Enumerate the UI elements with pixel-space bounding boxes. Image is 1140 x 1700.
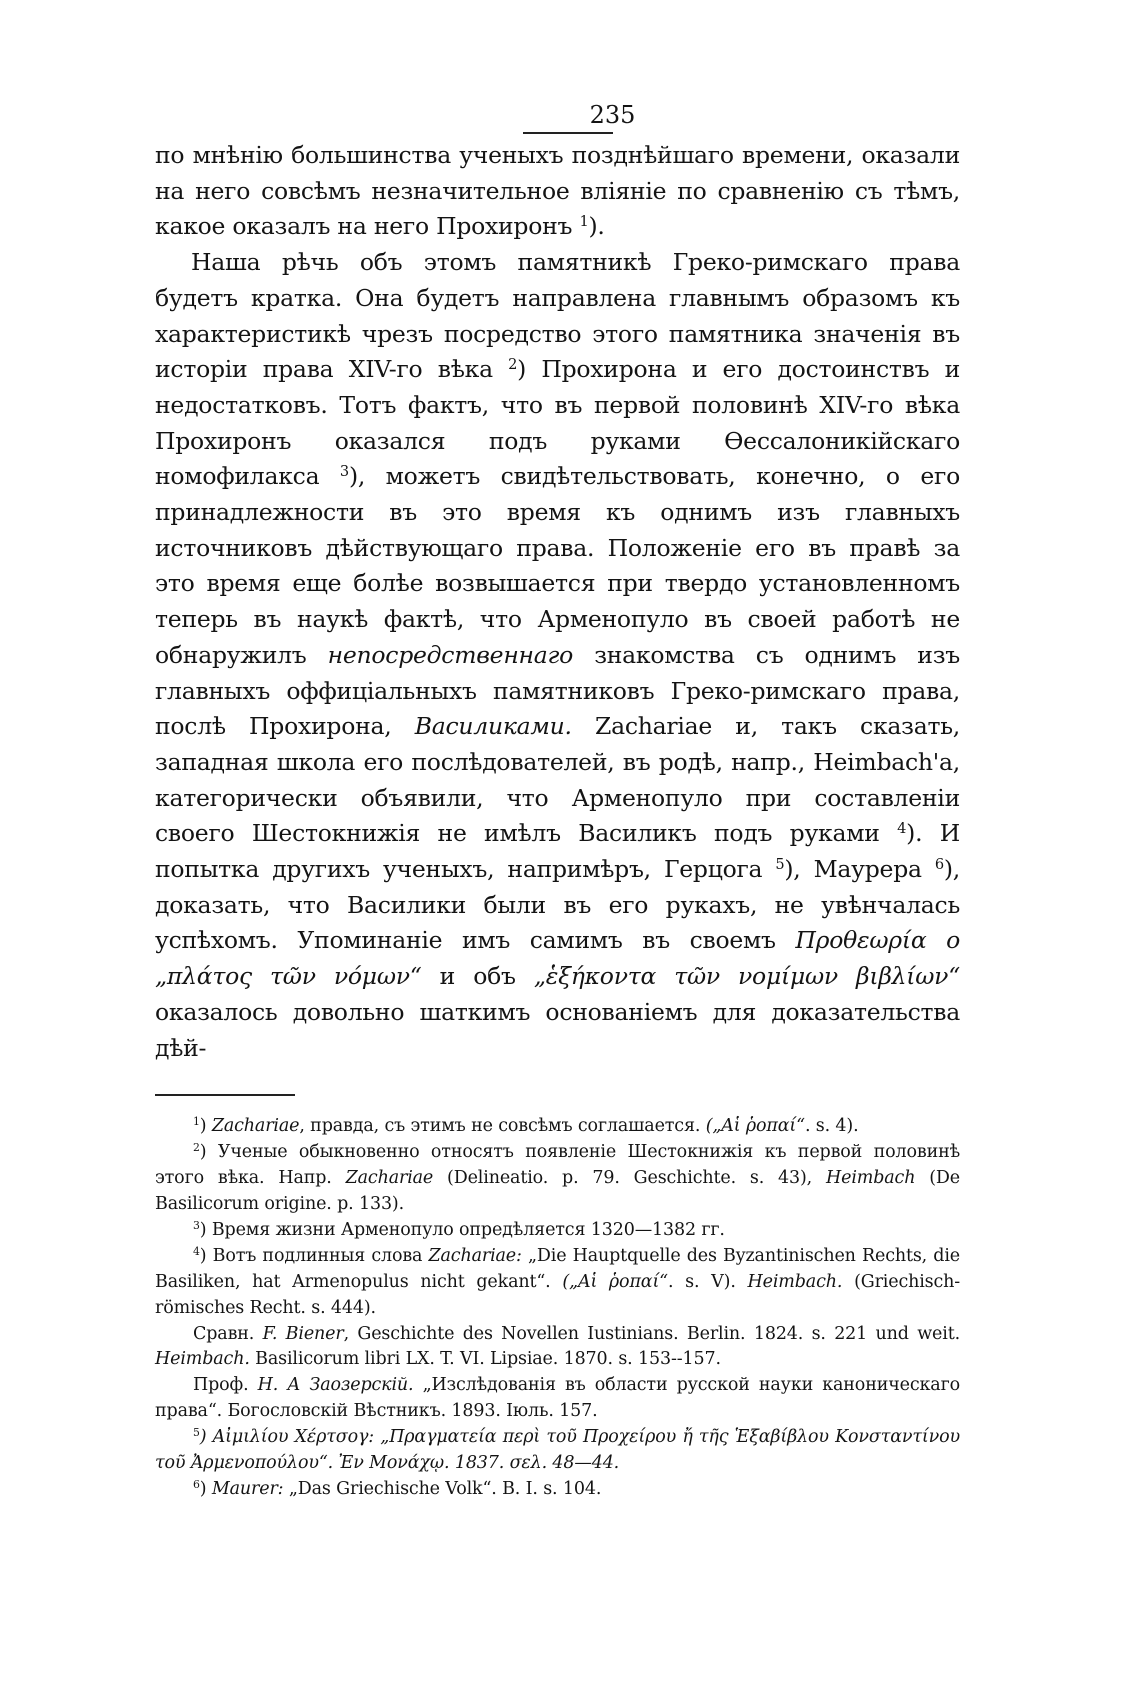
footnote-4-continuation-2: [155, 1373, 960, 1425]
paragraph-1-tail: ).: [588, 212, 605, 241]
greek-title-2: „ἑξήκοντα τῶν νομίμων βιβλίων“: [533, 962, 960, 991]
footnote-3-mark: 3: [193, 1218, 200, 1232]
footnote-1-author: Zachariae: [211, 1116, 300, 1137]
footnote-4c-author: Н. А Заозерскій.: [257, 1375, 414, 1396]
paragraph-2-seg-9: и объ: [439, 962, 516, 991]
footnote-6-author: Maurer:: [211, 1478, 284, 1499]
footnote-ref-6[interactable]: 6: [934, 856, 944, 874]
footnote-6: [155, 1477, 960, 1503]
footnote-5-text: ) Αἰμιλίου Χέρτσογ: „Πραγματεία περὶ τοῦ Προχείρου ἤ τῆς Ἑξαβίβλου Κονσταντίνου τοῦ Ἀρμενοπούλου“. Ἐν Μονάχῳ. 1837. σελ. 48—44.: [155, 1427, 960, 1474]
footnote-3: [155, 1218, 960, 1244]
footnote-4-author-1: Zachariae:: [428, 1245, 522, 1266]
paragraph-2-seg-1: Наша рѣчь объ этомъ памятникѣ Греко-римскаго права будетъ кратка. Она будетъ направлена главнымъ образомъ къ характеристикѣ чрезъ посредство этого памятника значенія въ исторіи права XIV-го вѣка: [155, 248, 960, 384]
paragraph-2-seg-5: Zachariae и, такъ сказать, западная школа его послѣдователей, въ родѣ, напр., Heimbach'а, категорически объявили, что Арменопуло при составленіи своего Шестокнижія не имѣлъ Василикъ подъ руками: [155, 712, 960, 848]
footnote-separator: [155, 1094, 295, 1096]
footnote-4b-ref-1: , Geschichte des Novellen Iustinians. Berlin. 1824. s. 221 und weit.: [343, 1323, 960, 1344]
footnote-4-author-2: Heimbach.: [747, 1271, 843, 1292]
footnote-3-text: ) Время жизни Арменопуло опредѣляется 1320—1382 гг.: [199, 1219, 725, 1240]
footnote-4-text: ) Вотъ подлинныя слова: [199, 1245, 423, 1266]
paragraph-2-seg-4: знакомства съ однимъ изъ главныхъ оффиціальныхъ памятниковъ Греко-римскаго права, послѣ Прохирона,: [155, 640, 960, 741]
footnote-4c-lead: Проф.: [193, 1375, 249, 1396]
footnote-4-work: („Αἱ ῥοπαί“: [562, 1271, 668, 1292]
page-number: 235: [589, 101, 636, 129]
footnote-ref-2[interactable]: 2: [508, 356, 518, 374]
greek-title-1: Προθεωρία ο „πλάτος τῶν νόμων“: [155, 926, 960, 991]
footnote-1-text: , правда, съ этимъ не совсѣмъ соглашается.: [299, 1116, 701, 1137]
paragraph-2-seg-10: оказалось довольно шаткимъ основаніемъ для доказательства дѣй-: [155, 997, 960, 1062]
paragraph-1-text: по мнѣнію большинства ученыхъ позднѣйшаго времени, оказали на него совсѣмъ незначительное вліяніе по сравненію съ тѣмъ, какое оказалъ на него Прохиронъ: [155, 141, 960, 241]
footnote-2-mark: 2: [193, 1141, 200, 1155]
page-number-rule: [523, 132, 613, 134]
footnote-1-mark: 1: [193, 1115, 200, 1129]
paragraph-2-seg-3: ), можетъ свидѣтельствовать, конечно, о его принадлежности въ это время къ однимъ изъ главныхъ источниковъ дѣйствующаго права. Положеніе его въ правѣ за это время еще болѣе возвышается при твердо установленномъ теперь въ наукѣ фактѣ, что Арменопуло въ своей работѣ не обнаружилъ: [155, 462, 960, 669]
footnote-6-text: ): [199, 1478, 207, 1499]
footnote-4-continuation-1: [155, 1322, 960, 1374]
footnote-1-work: („Αἱ ῥοπαί“: [705, 1116, 805, 1137]
footnote-1: $^1$) Zachariae, правда, съ этимъ не совсѣмъ соглашается. („Αἱ ῥοπαί“. s. 4).: [193, 1115, 859, 1137]
paragraph-2-seg-2: ) Прохирона и его достоинствъ и недостатковъ. Тотъ фактъ, что въ первой половинѣ XIV-го вѣка Прохиронъ оказался подъ руками Ѳессалоникійскаго номофилакса: [155, 355, 961, 491]
footnote-4c-text: „Изслѣдованія въ области русской науки каноническаго права“. Богословскій Вѣстникъ. 1893. Іюль. 157.: [155, 1375, 960, 1422]
paragraph-2-seg-8: ), доказать, что Василики были въ его рукахъ, не увѣнчалась успѣхомъ. Упоминаніе имъ самимъ въ своемъ: [155, 855, 960, 955]
footnote-6-ref: „Das Griechische Volk“. B. I. s. 104.: [288, 1478, 602, 1499]
paragraph-1: [155, 138, 960, 245]
footnote-4b-ref-2: Basilicorum libri LX. T. VI. Lipsiae. 1870. s. 153--157.: [255, 1349, 721, 1370]
main-text: [155, 138, 960, 1066]
footnote-4b-author-1: F. Biener: [262, 1323, 344, 1344]
footnote-ref-5[interactable]: 5: [775, 856, 785, 874]
footnote-ref-1[interactable]: 1: [579, 213, 589, 231]
paragraph-2-seg-6: ). И попытка другихъ ученыхъ, напримѣръ, Герцога: [155, 819, 960, 884]
footnote-ref-3[interactable]: 3: [339, 463, 349, 481]
emphasis-vasilikami: Василиками.: [414, 712, 572, 741]
footnote-2: [155, 1140, 960, 1218]
paragraph-2-seg-7: ), Маурера: [784, 855, 922, 884]
footnote-2-ref-2: (De Basilicorum origine. p. 133).: [155, 1168, 961, 1214]
footnote-2-ref-1: (Delineatio. p. 79. Geschichte. s. 43),: [447, 1168, 813, 1189]
footnote-4b-lead: Сравн.: [193, 1323, 255, 1344]
footnote-5: [155, 1425, 960, 1477]
footnote-4-mark: 4: [193, 1244, 200, 1258]
book-page: [155, 100, 960, 1503]
footnote-4b-author-2: Heimbach.: [155, 1349, 250, 1370]
footnotes: [155, 1114, 960, 1503]
footnote-2-author-2: Heimbach: [826, 1168, 916, 1189]
emphasis-nonposredstvennago: непосредственнаго: [327, 640, 574, 669]
footnote-4-quote: „Die Hauptquelle des Byzantinischen Rechts, die Basiliken, hat Armenopulus nicht gekant“.: [155, 1245, 960, 1292]
footnote-6-mark: 6: [193, 1478, 200, 1492]
footnote-4-ref-2: (Griechisch-römisches Recht. s. 444).: [155, 1271, 961, 1318]
footnote-2-text: ) Ученые обыкновенно относятъ появленіе Шестокнижія къ первой половинѣ этого вѣка. Напр.: [155, 1142, 960, 1189]
footnote-4: [155, 1244, 960, 1322]
footnote-ref-4[interactable]: 4: [897, 820, 907, 838]
footnote-4-ref-1: . s. V).: [667, 1271, 736, 1292]
paragraph-2: [155, 245, 960, 1066]
footnote-1-ref: . s. 4).: [804, 1116, 859, 1137]
footnote-2-author-1: Zachariae: [345, 1168, 434, 1189]
footnote-5-mark: 5: [193, 1426, 200, 1440]
